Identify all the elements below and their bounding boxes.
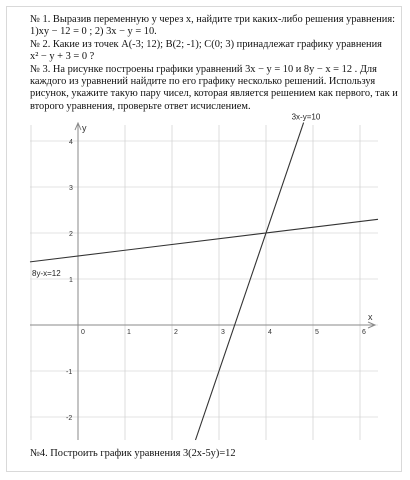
problem-2-line-2: x² − y + 3 = 0 ? [30, 51, 95, 63]
origin-label: 0 [81, 329, 85, 336]
problem-3-line-4: второго уравнения, проверьте ответ исчислением. [30, 100, 251, 112]
x-tick-label: 2 [174, 329, 178, 336]
axes [30, 123, 375, 440]
y-tick-label: 3 [69, 185, 73, 192]
line-8y-x-12-label: 8y-x=12 [32, 268, 61, 278]
problem-1-line-1: № 1. Выразив переменную y через x, найдите три каких-либо решения уравнения: [30, 14, 396, 25]
problem-2-line-1: № 2. Какие из точек A(-3; 12); B(2; -1); C(0; 3) принадлежат графику уравнения [30, 38, 382, 50]
line-3x-y-10 [196, 123, 304, 440]
x-axis-label: x [368, 312, 373, 322]
y-tick-label: 1 [69, 277, 73, 284]
x-tick-label: 6 [362, 329, 366, 336]
y-axis-label: y [82, 123, 87, 133]
x-tick-label: 3 [221, 329, 225, 336]
x-tick-label: 1 [127, 329, 131, 336]
y-tick-label: 2 [69, 231, 73, 238]
problem-3-line-1: № 3. На рисунке построены графики уравнений 3x − y = 10 и 8y − x = 12 . Для [30, 63, 377, 75]
problem-3-line-3: рисунок, укажите такую пару чисел, которая является решением как первого, так и [30, 88, 398, 100]
y-tick-label: -2 [66, 415, 73, 422]
x-tick-label: 5 [315, 329, 319, 336]
x-tick-label: 4 [268, 329, 272, 336]
y-tick-label: 4 [69, 139, 73, 146]
grid-lines [30, 125, 378, 440]
problem-1-line-2: 1)xy − 12 = 0 ; 2) 3x − y = 10. [30, 26, 157, 38]
y-tick-label: -1 [66, 369, 73, 376]
line-3x-y-10-label: 3x-y=10 [291, 112, 321, 122]
problem-3-line-2: каждого из уравнений найдите по его графику несколько решений. Используя [30, 76, 376, 88]
problem-4: №4. Построить график уравнения 3(2x-5y)=12 [30, 448, 236, 459]
line-8y-x-12 [30, 219, 378, 262]
